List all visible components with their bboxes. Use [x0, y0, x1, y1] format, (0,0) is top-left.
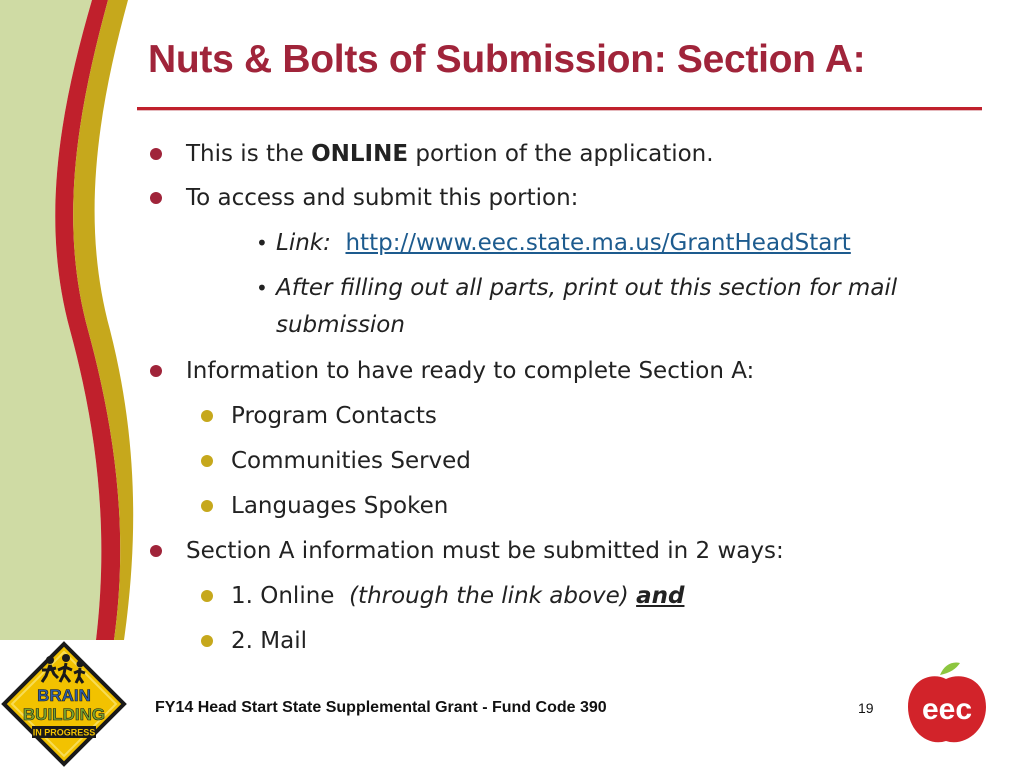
bullet-dot	[150, 365, 162, 377]
bullet-online	[186, 140, 714, 168]
slide-title: Nuts & Bolts of Submission: Section A:	[148, 38, 866, 81]
link-label: Link:	[276, 230, 331, 256]
sub-bullet-after-line1: After filling out all parts, print out this section for mail	[276, 275, 898, 301]
bullet-dot	[150, 148, 162, 160]
online-note: (through the link above)	[349, 583, 637, 609]
sub-bullet-mark: •	[256, 231, 268, 255]
list-item-program-contacts: Program Contacts	[231, 403, 437, 429]
and-emphasis: and	[636, 583, 685, 609]
list-item-languages-spoken: Languages Spoken	[231, 493, 449, 519]
eec-apple-logo	[900, 655, 995, 750]
page-number: 19	[858, 700, 874, 716]
bullet-text: This is the	[186, 141, 312, 167]
brain-building-logo	[0, 640, 130, 768]
logo-building-text: BUILDING	[22, 705, 106, 724]
list-item-online	[231, 582, 684, 610]
footer-text: FY14 Head Start State Supplemental Grant - Fund Code 390	[155, 699, 607, 716]
online-text: 1. Online	[231, 583, 350, 609]
logo-progress-text: IN PROGRESS	[32, 727, 96, 738]
bullet-dot	[201, 500, 213, 512]
bullet-two-ways: Section A information must be submitted in 2 ways:	[186, 538, 784, 564]
logo-brain-text: BRAIN	[37, 686, 91, 705]
bullet-access: To access and submit this portion:	[186, 185, 579, 211]
sub-bullet-mark: •	[256, 276, 268, 300]
bullet-info-ready: Information to have ready to complete Section A:	[186, 358, 755, 384]
bullet-dot	[150, 192, 162, 204]
sub-bullet-link	[276, 229, 851, 257]
online-emphasis: ONLINE	[311, 141, 409, 167]
bullet-dot	[201, 455, 213, 467]
list-item-communities-served: Communities Served	[231, 448, 471, 474]
grant-link[interactable]: http://www.eec.state.ma.us/GrantHeadStart	[345, 230, 851, 256]
bullet-dot	[201, 590, 213, 602]
bullet-dot	[150, 545, 162, 557]
bullet-dot	[201, 410, 213, 422]
list-item-mail: 2. Mail	[231, 628, 307, 654]
bullet-text: portion of the application.	[408, 141, 714, 167]
eec-logo-text: eec	[921, 693, 973, 726]
sub-bullet-after-line2: submission	[276, 312, 405, 338]
bullet-dot	[201, 635, 213, 647]
